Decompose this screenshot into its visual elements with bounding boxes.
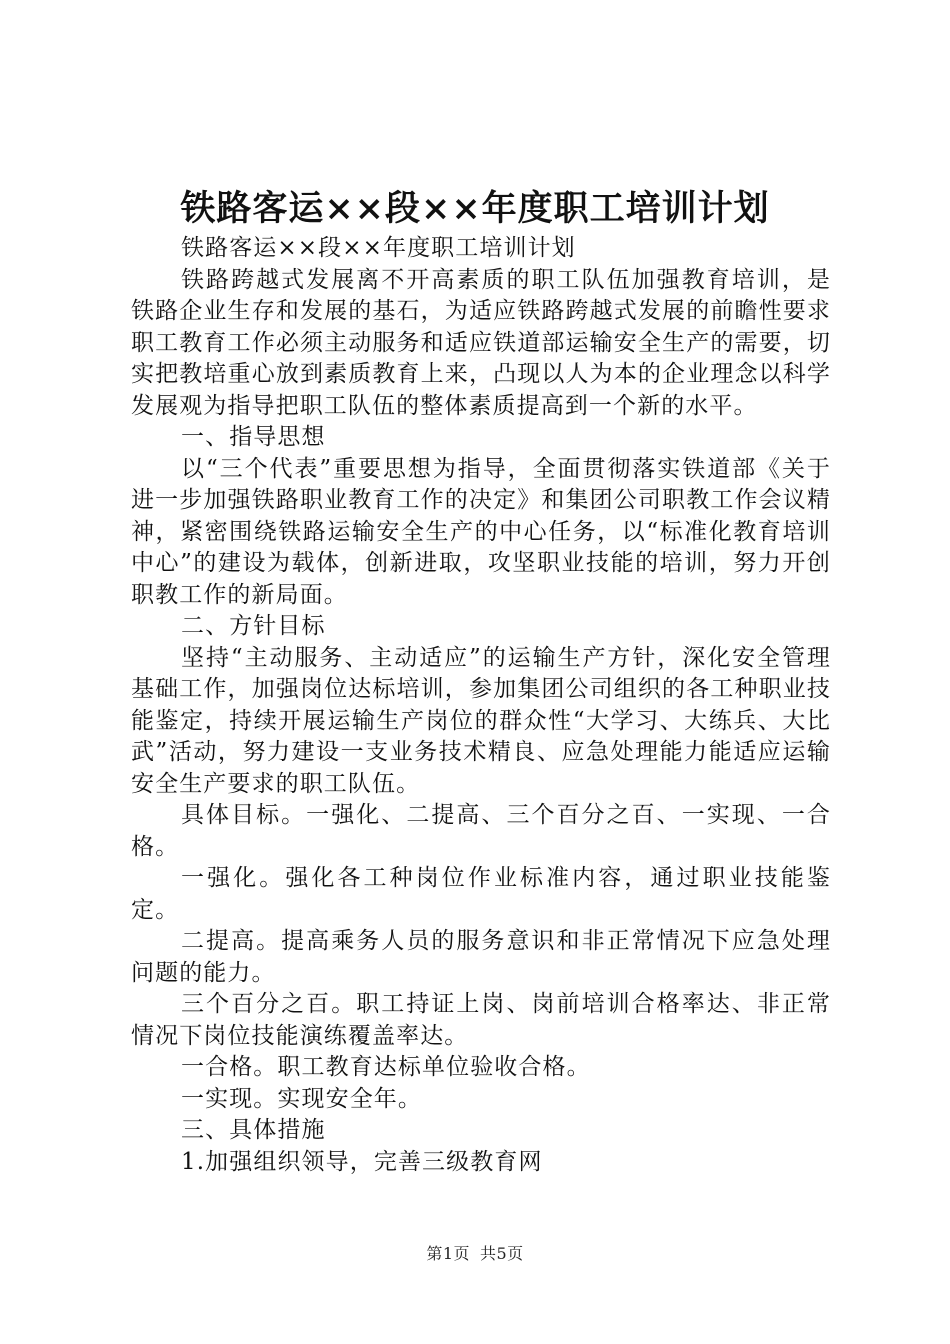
document-body xyxy=(131,233,831,1178)
guiding-ideology-paragraph: 以“三个代表”重要思想为指导，全面贯彻落实铁道部《关于进一步加强铁路职业教育工作的决定》和集团公司职教工作会议精神，紧密围绕铁路运输安全生产的中心任务，以“标准化教育培训中心”的建设为载体，创新进取，攻坚职业技能的培训，努力开创职教工作的新局面。 xyxy=(131,455,831,608)
page-total: 共5页 xyxy=(480,1244,524,1263)
goal-three-hundred-percent-paragraph: 三个百分之百。职工持证上岗、岗前培训合格率达、非正常情况下岗位技能演练覆盖率达。 xyxy=(131,991,831,1049)
goal-strengthen-paragraph: 一强化。强化各工种岗位作业标准内容，通过职业技能鉴定。 xyxy=(131,865,831,923)
goal-realize-paragraph: 一实现。实现安全年。 xyxy=(181,1085,422,1112)
section-heading-measures: 三、具体措施 xyxy=(181,1117,326,1143)
subtitle-paragraph: 铁路客运××段××年度职工培训计划 xyxy=(181,235,576,261)
measure-item-1: 1.加强组织领导，完善三级教育网 xyxy=(181,1148,543,1175)
section-heading-guiding-ideology: 一、指导思想 xyxy=(181,424,326,450)
policy-goals-paragraph: 坚持“主动服务、主动适应”的运输生产方针，深化安全管理基础工作，加强岗位达标培训，参加集团公司组织的各工种职业技能鉴定，持续开展运输生产岗位的群众性“大学习、大练兵、大比武”活动，努力建设一支业务技术精良、应急处理能力能适应运输安全生产要求的职工队伍。 xyxy=(131,644,831,797)
page-number: 第1页 xyxy=(426,1244,470,1263)
intro-paragraph: 铁路跨越式发展离不开高素质的职工队伍加强教育培训，是铁路企业生存和发展的基石，为适应铁路跨越式发展的前瞻性要求职工教育工作必须主动服务和适应铁道部运输安全生产的需要，切实把教培重心放到素质教育上来，凸现以人为本的企业理念以科学发展观为指导把职工队伍的整体素质提高到一个新的水平。 xyxy=(131,266,831,419)
section-heading-policy-goals: 二、方针目标 xyxy=(181,613,326,639)
goal-qualified-paragraph: 一合格。职工教育达标单位验收合格。 xyxy=(181,1054,591,1080)
document-title: 铁路客运××段××年度职工培训计划 xyxy=(180,188,770,229)
goal-improve-paragraph: 二提高。提高乘务人员的服务意识和非正常情况下应急处理问题的能力。 xyxy=(131,928,831,986)
specific-goals-paragraph: 具体目标。一强化、二提高、三个百分之百、一实现、一合格。 xyxy=(131,802,831,860)
page-footer xyxy=(0,1243,950,1265)
